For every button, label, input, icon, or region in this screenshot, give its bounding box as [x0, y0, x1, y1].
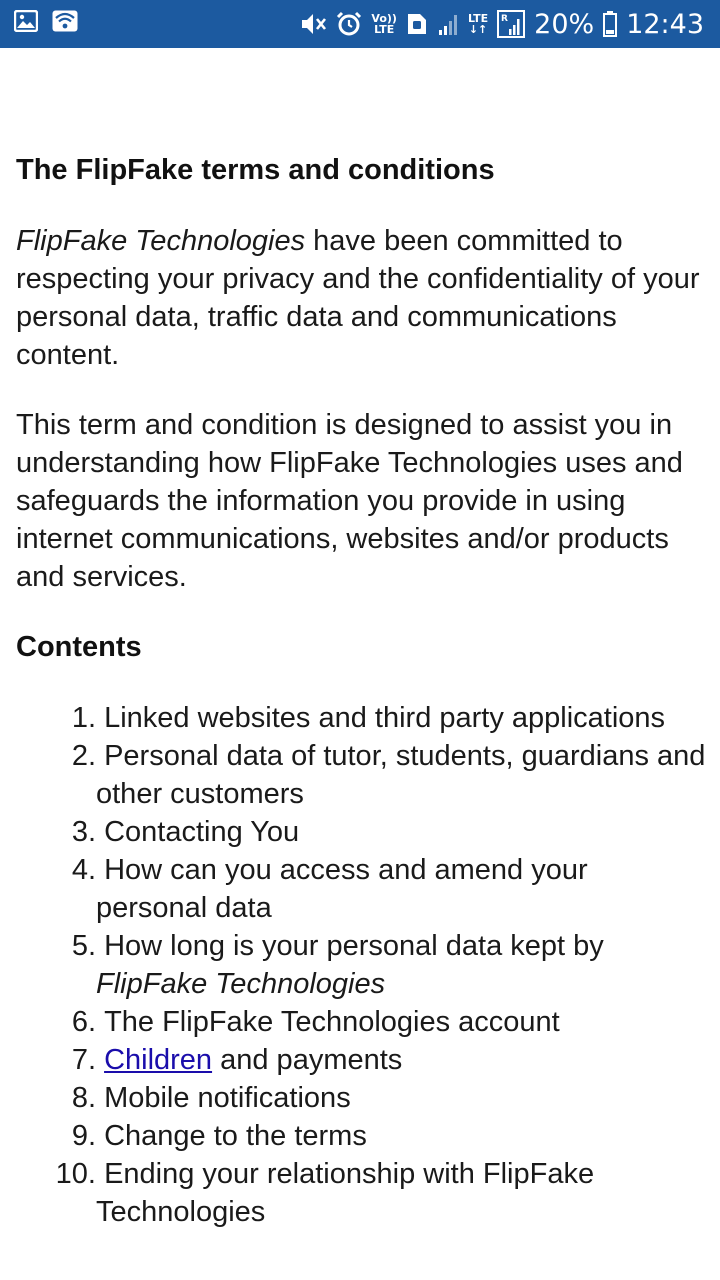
battery-icon [603, 11, 617, 37]
list-number: 2. [71, 740, 96, 772]
list-number: 6. [71, 1006, 96, 1038]
list-item [16, 927, 706, 1003]
list-item [16, 737, 706, 813]
list-item [16, 699, 706, 737]
list-item-text [96, 737, 706, 813]
list-item-text [96, 1117, 706, 1155]
list-item-label: The FlipFake Technologies account [104, 1006, 560, 1038]
page-content [0, 152, 706, 1231]
list-item-text [96, 1041, 706, 1079]
list-item-label: Mobile notifications [104, 1082, 351, 1114]
list-number: 5. [71, 930, 96, 962]
list-item-text [96, 1079, 706, 1117]
list-item-company-name: FlipFake Technologies [96, 968, 386, 1000]
contents-heading: Contents [16, 631, 142, 663]
list-number: 8. [71, 1082, 96, 1114]
list-item-label: Change to the terms [104, 1120, 367, 1152]
list-item-label: How long is your personal data kept by [104, 930, 604, 962]
list-number: 4. [71, 854, 96, 886]
lte-signal-icon [497, 10, 525, 38]
list-item-text [96, 851, 706, 927]
list-number: 9. [71, 1120, 96, 1152]
data-arrows-icon: ↓↑ [468, 23, 488, 36]
nfc-icon [406, 12, 428, 36]
list-item-label: and payments [212, 1044, 403, 1076]
status-bar-left [14, 10, 78, 32]
intro-paragraph [16, 222, 706, 374]
lte-label: LTE [467, 12, 489, 25]
list-item-label: How can you access and amend your personal data [96, 854, 588, 924]
list-item-text [96, 699, 706, 737]
purpose-paragraph: This term and condition is designed to assist you in understanding how FlipFake Technologies uses and safeguards the information you provide in using internet communications, websites and/or products and services. [16, 409, 683, 593]
signal-icon [437, 12, 459, 36]
status-bar [0, 0, 720, 48]
mute-icon [299, 11, 327, 37]
clock: 12:43 [626, 8, 704, 40]
wifi-icon [52, 10, 78, 32]
battery-percent: 20% [534, 8, 595, 40]
image-icon [14, 10, 38, 32]
list-item [16, 851, 706, 927]
page-title: The FlipFake terms and conditions [16, 154, 495, 186]
list-number: 1. [71, 702, 96, 734]
list-item-label: Personal data of tutor, students, guardians and other customers [96, 740, 706, 810]
list-item-text [96, 813, 706, 851]
list-item-text [96, 1155, 706, 1231]
volte-icon [371, 13, 397, 35]
contents-list [16, 699, 706, 1231]
list-item [16, 1117, 706, 1155]
list-number: 10. [55, 1158, 96, 1190]
list-number: 7. [71, 1044, 96, 1076]
children-link[interactable]: Children [104, 1044, 213, 1076]
list-item [16, 1155, 706, 1231]
status-bar-right [299, 0, 704, 48]
volte-top-label: Vo)) [371, 12, 397, 25]
list-item-label: Linked websites and third party applications [104, 702, 666, 734]
list-number: 3. [71, 816, 96, 848]
list-item [16, 1003, 706, 1041]
intro-company-name: FlipFake Technologies [16, 225, 306, 257]
list-item-label: Contacting You [104, 816, 300, 848]
alarm-icon [336, 11, 362, 37]
roaming-label: R [501, 14, 509, 24]
list-item-text [96, 927, 706, 1003]
list-item [16, 1041, 706, 1079]
list-item [16, 1079, 706, 1117]
list-item-text [96, 1003, 706, 1041]
lte-signal-label [468, 13, 488, 35]
list-item-label: Ending your relationship with FlipFake Technologies [96, 1158, 595, 1228]
list-item [16, 813, 706, 851]
volte-bottom-label: LTE [374, 23, 395, 36]
intro-text: have been committed to respecting your privacy and the confidentiality of your personal data, traffic data and communications content. [16, 225, 700, 371]
